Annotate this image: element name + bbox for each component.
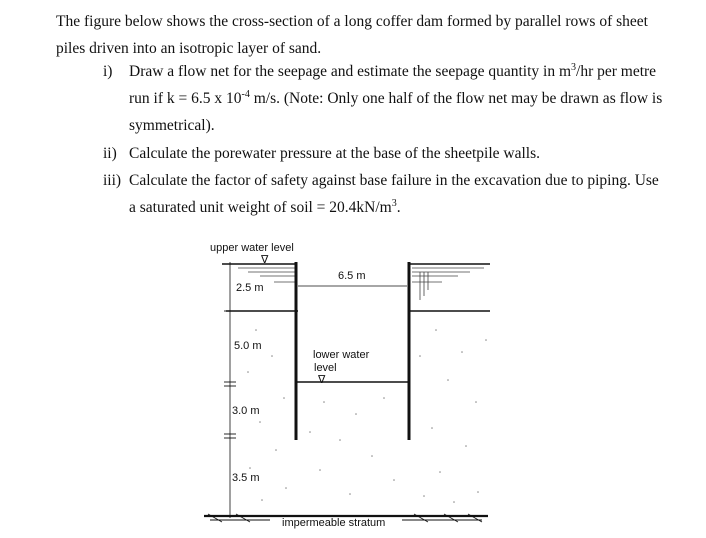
superscript: -4 [241, 88, 250, 100]
sand-dots [247, 329, 487, 503]
question-text: a saturated unit weight of soil = 20.4kN/m [129, 199, 392, 216]
upper-water-surface-right [408, 264, 490, 300]
question-text: run if k = 6.5 x 10 [129, 90, 242, 107]
question-text: . [396, 199, 401, 216]
impermeable-stratum [204, 514, 488, 522]
intro-line-2: piles driven into an isotropic layer of sand. [56, 40, 322, 57]
question-text: Calculate the porewater pressure at the base of the sheetpile walls. [129, 145, 541, 162]
lower-water-level-label-1: lower water [313, 349, 370, 361]
question-ii [103, 140, 693, 167]
question-text: symmetrical). [129, 117, 215, 134]
question-i [103, 58, 693, 139]
width-dimension-label: 6.5 m [338, 270, 366, 282]
dimension-ticks [224, 264, 236, 438]
dim-3-5m: 3.5 m [232, 472, 260, 484]
lower-water-level-label-2: level [314, 362, 337, 374]
dim-2-5m: 2.5 m [236, 282, 264, 294]
question-text: /hr per metre [576, 63, 657, 80]
question-iii [103, 167, 693, 221]
impermeable-stratum-label: impermeable stratum [282, 517, 386, 529]
intro-line-1: The figure below shows the cross-section of a long coffer dam formed by parallel rows of sheet [56, 13, 648, 30]
question-number: ii) [103, 145, 117, 162]
problem-intro [56, 8, 696, 62]
superscript: 3 [571, 61, 577, 73]
question-text: Calculate the factor of safety against base failure in the excavation due to piping. Use [129, 172, 659, 189]
question-number: i) [103, 63, 113, 80]
upper-water-level-label: upper water level [210, 242, 294, 254]
water-level-symbol: ∇ [261, 253, 269, 266]
superscript: 3 [391, 197, 397, 209]
dim-5-0m: 5.0 m [234, 340, 262, 352]
upper-water-surface [222, 264, 296, 282]
question-text: m/s. (Note: Only one half of the flow net may be drawn as flow is [249, 90, 663, 107]
question-text: Draw a flow net for the seepage and estimate the seepage quantity in m [129, 63, 572, 80]
lower-water-level-symbol: ∇ [318, 373, 326, 386]
question-number: iii) [103, 172, 122, 189]
dim-3-0m: 3.0 m [232, 405, 260, 417]
